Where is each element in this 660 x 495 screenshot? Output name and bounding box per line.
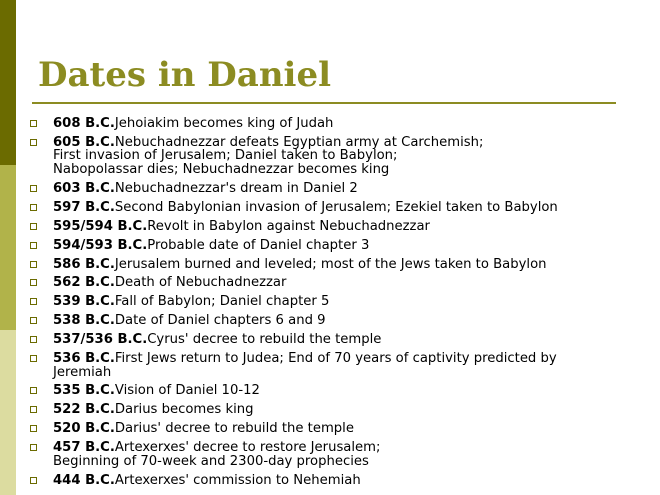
list-item — [30, 422, 635, 436]
list-item — [30, 239, 635, 253]
item-date: 457 B.C. — [53, 440, 115, 456]
list-item — [30, 384, 635, 398]
square-bullet-icon — [30, 425, 37, 432]
list-item — [30, 295, 635, 309]
square-bullet-icon — [30, 355, 37, 362]
item-text: Jerusalem burned and leveled; most of the Jews taken to Babylon — [114, 256, 547, 272]
square-bullet-icon — [30, 298, 37, 305]
item-date: 520 B.C. — [53, 421, 115, 437]
item-date: 608 B.C. — [53, 116, 115, 131]
item-date: 536 B.C. — [53, 350, 115, 366]
side-bar-middle — [0, 165, 16, 330]
square-bullet-icon — [30, 139, 37, 146]
item-text: First Jews return to Judea; End of 70 years of captivity predicted by Jeremiah — [53, 350, 557, 380]
list-item — [30, 333, 635, 347]
item-text: Vision of Daniel 10-12 — [114, 383, 260, 399]
item-date: 595/594 B.C. — [53, 218, 148, 234]
item-text: Death of Nebuchadnezzar — [114, 275, 287, 291]
slide-title: Dates in Daniel — [38, 55, 332, 95]
square-bullet-icon — [30, 185, 37, 192]
list-item — [30, 474, 635, 488]
item-date: 539 B.C. — [53, 294, 115, 310]
square-bullet-icon — [30, 120, 37, 127]
item-date: 444 B.C. — [53, 472, 115, 488]
item-date: 538 B.C. — [53, 313, 115, 329]
list-item — [30, 441, 635, 468]
list-item — [30, 136, 635, 177]
item-date: 535 B.C. — [53, 383, 115, 399]
item-text: Nebuchadnezzar's dream in Daniel 2 — [114, 180, 358, 196]
item-text: Nebuchadnezzar defeats Egyptian army at Carchemish; First invasion of Jerusalem; Daniel taken to Babylon; Nabopolassar dies; Nebuchadnezzar becomes king — [53, 134, 484, 178]
item-text: Date of Daniel chapters 6 and 9 — [114, 313, 326, 329]
item-text: Jehoiakim becomes king of Judah — [114, 116, 334, 131]
list-item — [30, 403, 635, 417]
list-item — [30, 182, 635, 196]
square-bullet-icon — [30, 336, 37, 343]
dates-list — [30, 117, 635, 493]
square-bullet-icon — [30, 223, 37, 230]
item-text: Revolt in Babylon against Nebuchadnezzar — [147, 218, 430, 234]
list-item — [30, 220, 635, 234]
item-date: 537/536 B.C. — [53, 332, 148, 348]
square-bullet-icon — [30, 444, 37, 451]
list-item — [30, 352, 635, 379]
title-underline — [32, 102, 616, 104]
square-bullet-icon — [30, 261, 37, 268]
item-text: Second Babylonian invasion of Jerusalem; Ezekiel taken to Babylon — [114, 199, 558, 215]
square-bullet-icon — [30, 317, 37, 324]
side-bar-top — [0, 0, 16, 165]
square-bullet-icon — [30, 387, 37, 394]
item-date: 594/593 B.C. — [53, 237, 148, 253]
item-text: Fall of Babylon; Daniel chapter 5 — [114, 294, 330, 310]
list-item — [30, 314, 635, 328]
item-date: 522 B.C. — [53, 402, 115, 418]
list-item — [30, 258, 635, 272]
square-bullet-icon — [30, 406, 37, 413]
square-bullet-icon — [30, 204, 37, 211]
item-date: 586 B.C. — [53, 256, 115, 272]
item-text: Darius' decree to rebuild the temple — [114, 421, 354, 437]
item-text: Cyrus' decree to rebuild the temple — [147, 332, 382, 348]
list-item — [30, 276, 635, 290]
item-date: 562 B.C. — [53, 275, 115, 291]
item-date: 603 B.C. — [53, 180, 115, 196]
item-date: 605 B.C. — [53, 134, 115, 150]
item-text: Darius becomes king — [114, 402, 254, 418]
item-text: Artexerxes' commission to Nehemiah — [114, 472, 361, 488]
item-text: Artexerxes' decree to restore Jerusalem; Beginning of 70-week and 2300-day prophecies — [53, 440, 381, 469]
square-bullet-icon — [30, 279, 37, 286]
side-bar-bottom — [0, 330, 16, 495]
square-bullet-icon — [30, 242, 37, 249]
item-date: 597 B.C. — [53, 199, 115, 215]
list-item — [30, 117, 635, 131]
list-item — [30, 201, 635, 215]
item-text: Probable date of Daniel chapter 3 — [147, 237, 370, 253]
square-bullet-icon — [30, 477, 37, 484]
